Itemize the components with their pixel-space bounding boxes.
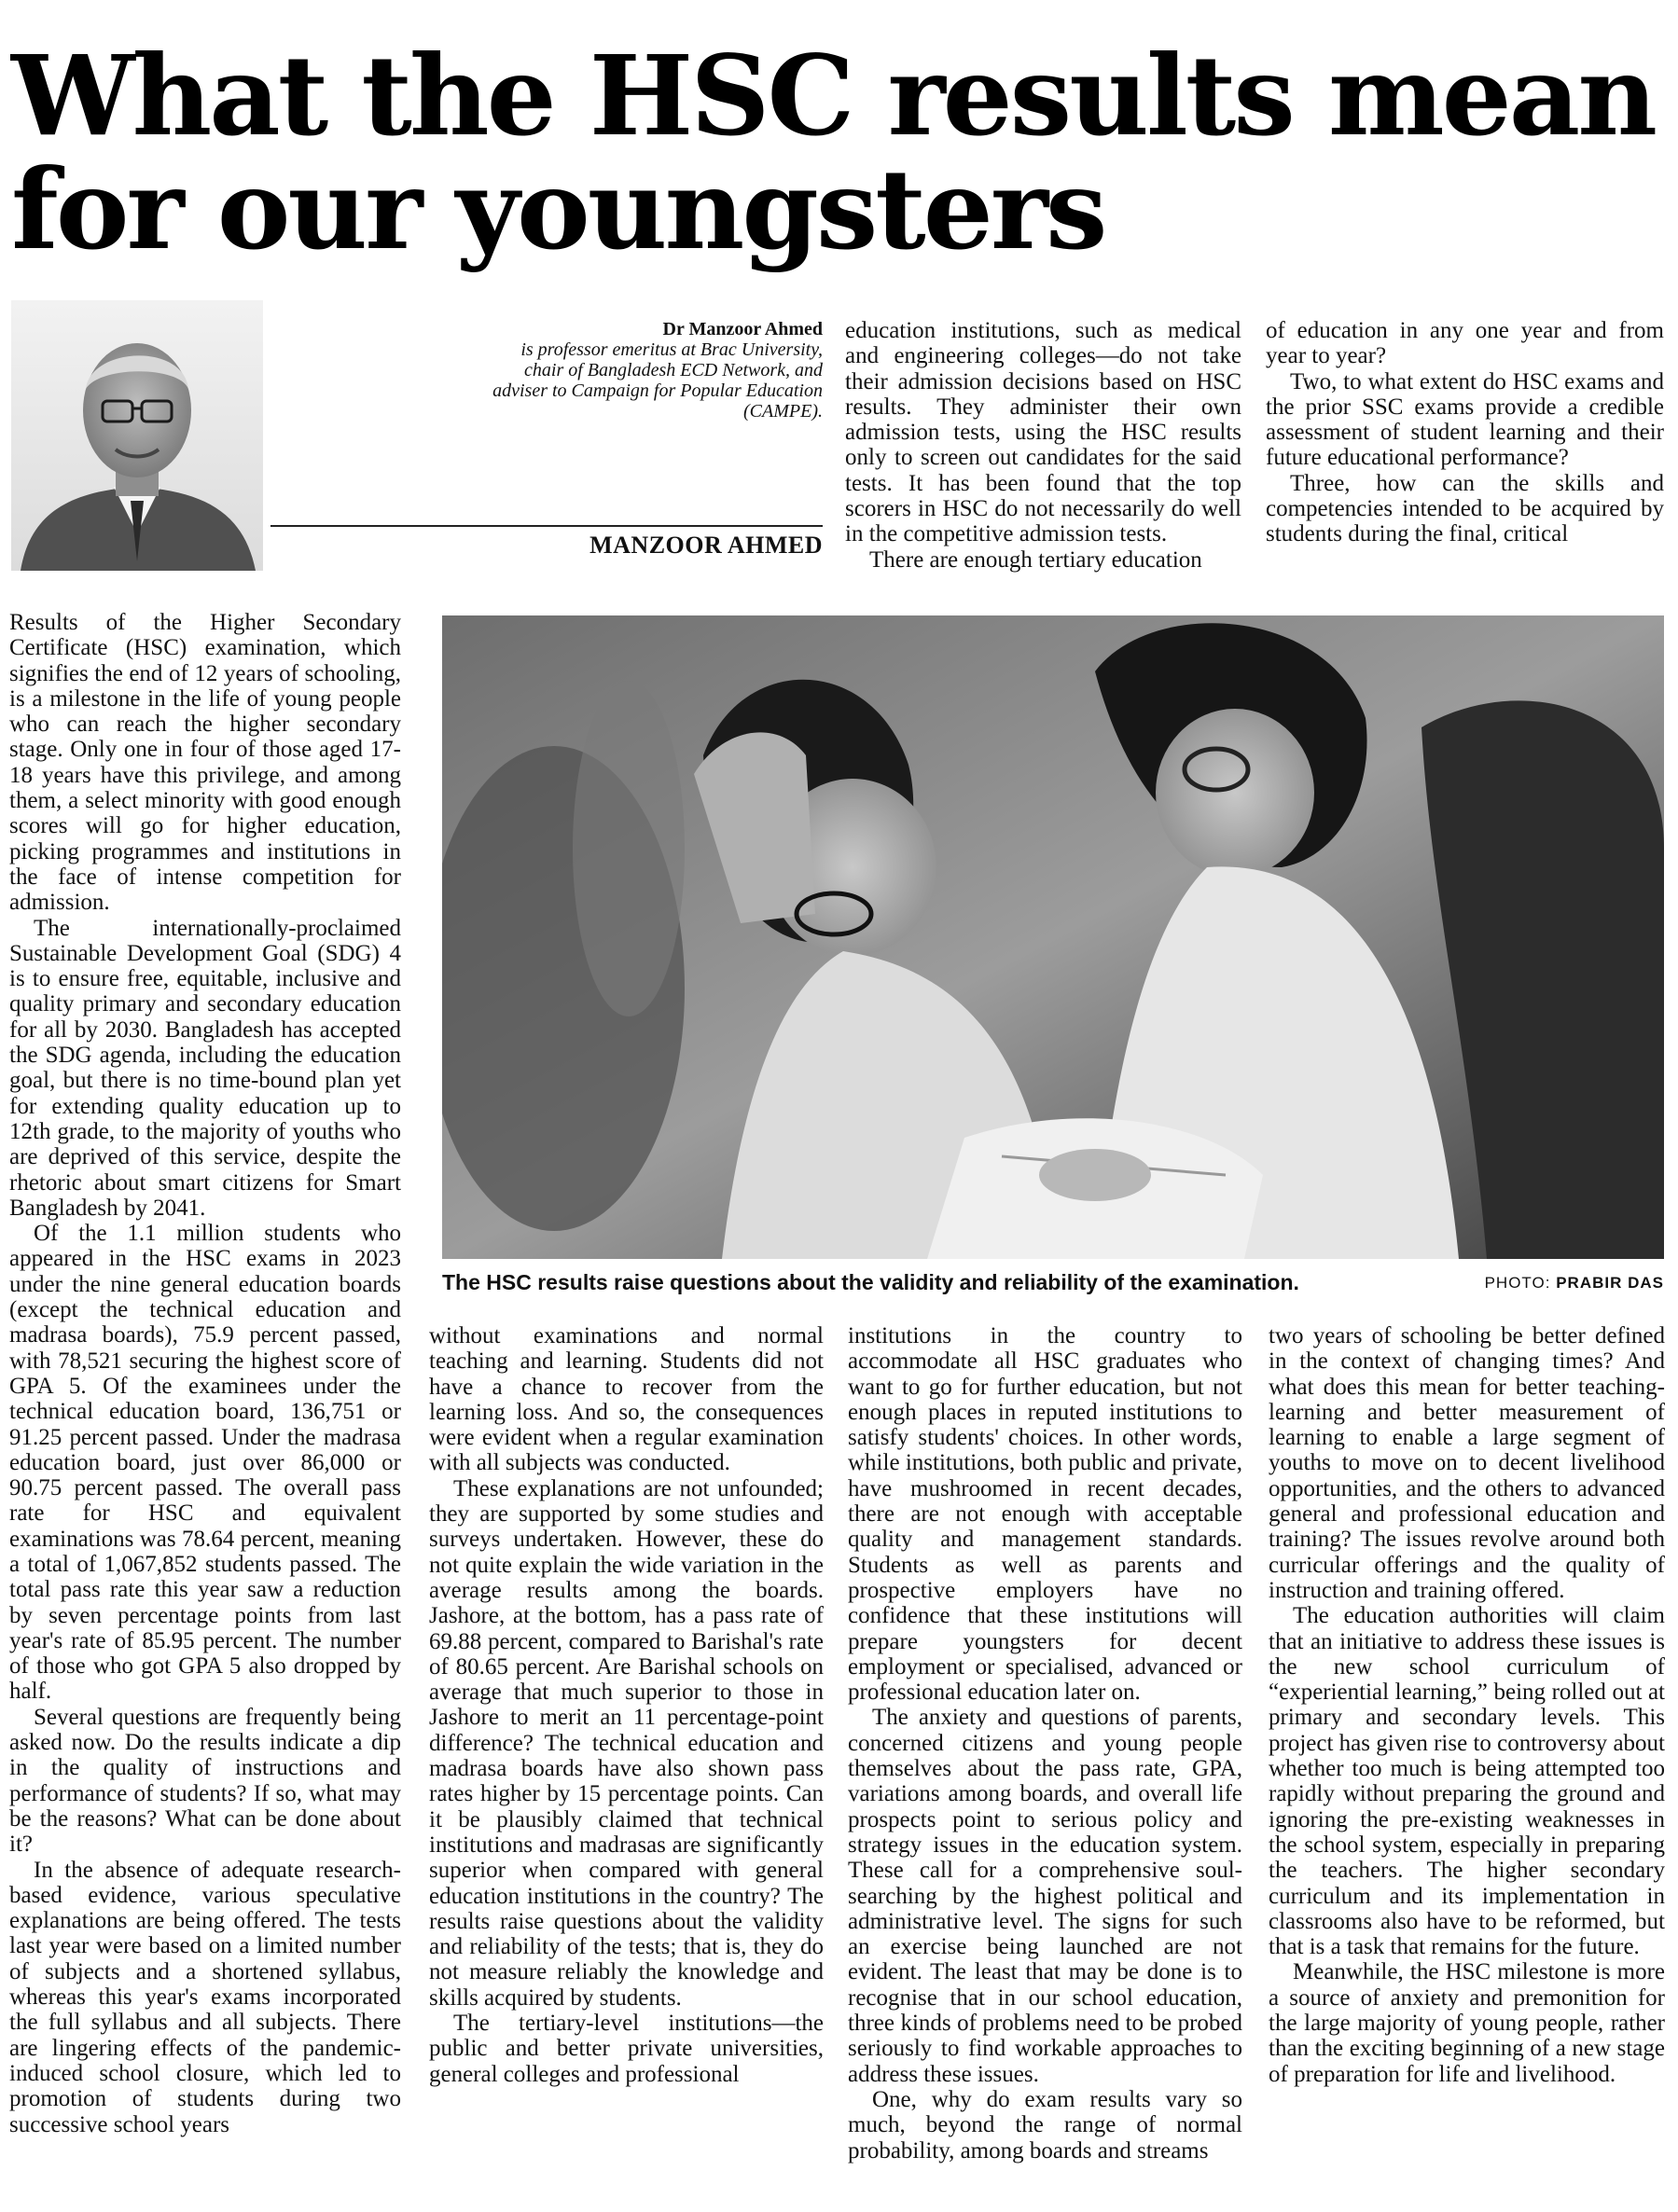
author-portrait-image [11,300,263,571]
column-2 [429,1323,824,2087]
main-photo [442,615,1664,1259]
paragraph: Results of the Higher Secondary Certificate (HSC) examination, which signifies the end of 12 years of schooling, is a milestone in the life of young people who can reach the higher secondary stage. Only one in four of those aged 17-18 years have this privilege, and among them, a select minority with good enough scores will go for higher education, picking programmes and institutions in the face of intense competition for admission. [9,610,401,916]
paragraph: The education authorities will claim that an initiative to address these issues is the new school curriculum of “experiential learning,” being rolled out at primary and secondary levels. This project has given rise to controversy about whether too much is being attempted too rapidly without preparing the ground and ignoring the pre-existing weaknesses in the school system, especially in preparing the teachers. The higher secondary curriculum and its implementation in classrooms also have to be reformed, but that is a task that remains for the future. [1269,1603,1665,1960]
column-4-top [1266,318,1664,547]
photo-caption [442,1270,1664,1298]
author-name: Dr Manzoor Ahmed [662,319,823,339]
paragraph: Of the 1.1 million students who appeared in the HSC exams in 2023 under the nine general education boards (except the technical education and madrasa boards), 75.9 percent passed, with 78,521 securing the highest score of GPA 5. Of the examinees under the technical education board, 136,751 or 91.25 percent passed. Under the madrasa education board, just over 86,000 or 90.75 percent passed. The overall pass rate for HSC and equivalent examinations was 78.64 percent, meaning a total of 1,067,852 students passed. The total pass rate this year saw a reduction by seven percentage points from last year's rate of 85.95 percent. The number of those who got GPA 5 also dropped by half. [9,1221,401,1705]
paragraph: These explanations are not unfounded; they are supported by some studies and surveys undertaken. However, these do not quite explain the wide variation in the average results among the boards. Jashore, at the bottom, has a pass rate of 69.88 percent, compared to Barishal's rate of 80.65 percent. Are Barishal schools on average that much superior to those in Jashore to merit an 11 percentage-point difference? The technical education and madrasa boards have also shown pass rates higher by 15 percentage points. Can it be plausibly claimed that technical institutions and madrasas are significantly superior when compared with general education institutions in the country? The results raise questions about the validity and reliability of the tests; that is, they do not measure reliably the knowledge and skills acquired by students. [429,1475,824,2011]
students-exam-photo [442,615,1664,1259]
paragraph: The tertiary-level institutions—the public and better private universities, general colleges and professional [429,2011,824,2087]
column-3-top [845,318,1241,573]
author-portrait [11,300,263,571]
column-1 [9,610,401,2137]
byline: MANZOOR AHMED [589,532,823,559]
photo-credit-label: PHOTO: [1484,1274,1551,1292]
paragraph: There are enough tertiary education [869,546,1202,573]
byline-divider [270,525,823,527]
paragraph: One, why do exam results vary so much, beyond the range of normal probability, among boards and streams [848,2086,1242,2164]
column-4 [1269,1323,1665,2087]
paragraph: Two, to what extent do HSC exams and the prior SSC exams provide a credible assessment of student learning and their future educational performance? [1266,368,1664,471]
photo-credit [1485,1274,1664,1293]
paragraph: education institutions, such as medical and engineering colleges—do not take their admission decisions based on HSC results. They administer their own admission tests, using the HSC results only to screen out candidates for the said tests. It has been found that the top scorers in HSC do not necessarily do well in the competitive admission tests. [845,318,1241,547]
column-3 [848,1323,1242,2164]
paragraph: two years of schooling be better defined in the context of changing times? And what does this mean for better teaching-learning and better measurement of learning to enable a large segment of youths to move on to decent livelihood opportunities, and the others to advanced general and professional education and training? The issues revolve around both curricular offerings and the quality of instruction and training offered. [1269,1323,1665,1603]
author-info [485,319,823,422]
paragraph: Three, how can the skills and competencies intended to be acquired by students during the final, critical [1266,470,1664,547]
paragraph: The internationally-proclaimed Sustainable Development Goal (SDG) 4 is to ensure free, equitable, inclusive and quality primary and secondary education for all by 2030. Bangladesh has accepted the SDG agenda, including the education goal, but there is no time-bound plan yet for extending quality education up to 12th grade, to the majority of youths who are deprived of this service, despite the rhetoric about smart citizens for Smart Bangladesh by 2041. [9,915,401,1221]
paragraph: institutions in the country to accommodate all HSC graduates who want to go for further education, but not enough places in reputed institutions to satisfy students' choices. In other words, while institutions, both public and private, have mushroomed in recent decades, there are not enough with acceptable quality and management standards. Students as well as parents and prospective employers have no confidence that these institutions will prepare youngsters for decent employment or specialised, advanced or professional education later on. [848,1323,1242,1706]
paragraph: Several questions are frequently being asked now. Do the results indicate a dip in the quality of instructions and performance of students? If so, what may be the reasons? What can be done about it? [9,1704,401,1858]
paragraph: of education in any one year and from year to year? [1266,318,1664,369]
paragraph: The anxiety and questions of parents, concerned citizens and young people themselves about the pass rate, GPA, variations among boards, and overall life prospects point to serious policy and strategy issues in the education system. These call for a comprehensive soul-searching by the highest political and administrative level. The signs for such an exercise being launched are not evident. The least that may be done is to recognise that in our school education, three kinds of problems need to be probed seriously to find workable approaches to address these issues. [848,1705,1242,2087]
caption-text: The HSC results raise questions about the validity and reliability of the examination. [442,1270,1299,1294]
author-bio: is professor emeritus at Brac University, chair of Bangladesh ECD Network, and adviser to Campaign for Popular Education (CAMPE). [492,339,823,422]
paragraph: Meanwhile, the HSC milestone is more a source of anxiety and premonition for the large majority of young people, rather than the exciting beginning of a new stage of preparation for life and livelihood. [1269,1959,1665,2087]
paragraph: In the absence of adequate research-based evidence, various speculative explanations are being offered. The tests last year were based on a limited number of subjects and a shortened syllabus, whereas this year's exams incorporated the full syllabus and all subjects. There are lingering effects of the pandemic-induced school closure, which led to promotion of students during two successive school years [9,1857,401,2137]
paragraph: without examinations and normal teaching and learning. Students did not have a chance to recover from the learning loss. And so, the consequences were evident when a regular examination with all subjects was conducted. [429,1323,824,1476]
photo-credit-name: PRABIR DAS [1556,1274,1664,1292]
headline: What the HSC results mean for our youngsters [11,31,1656,274]
